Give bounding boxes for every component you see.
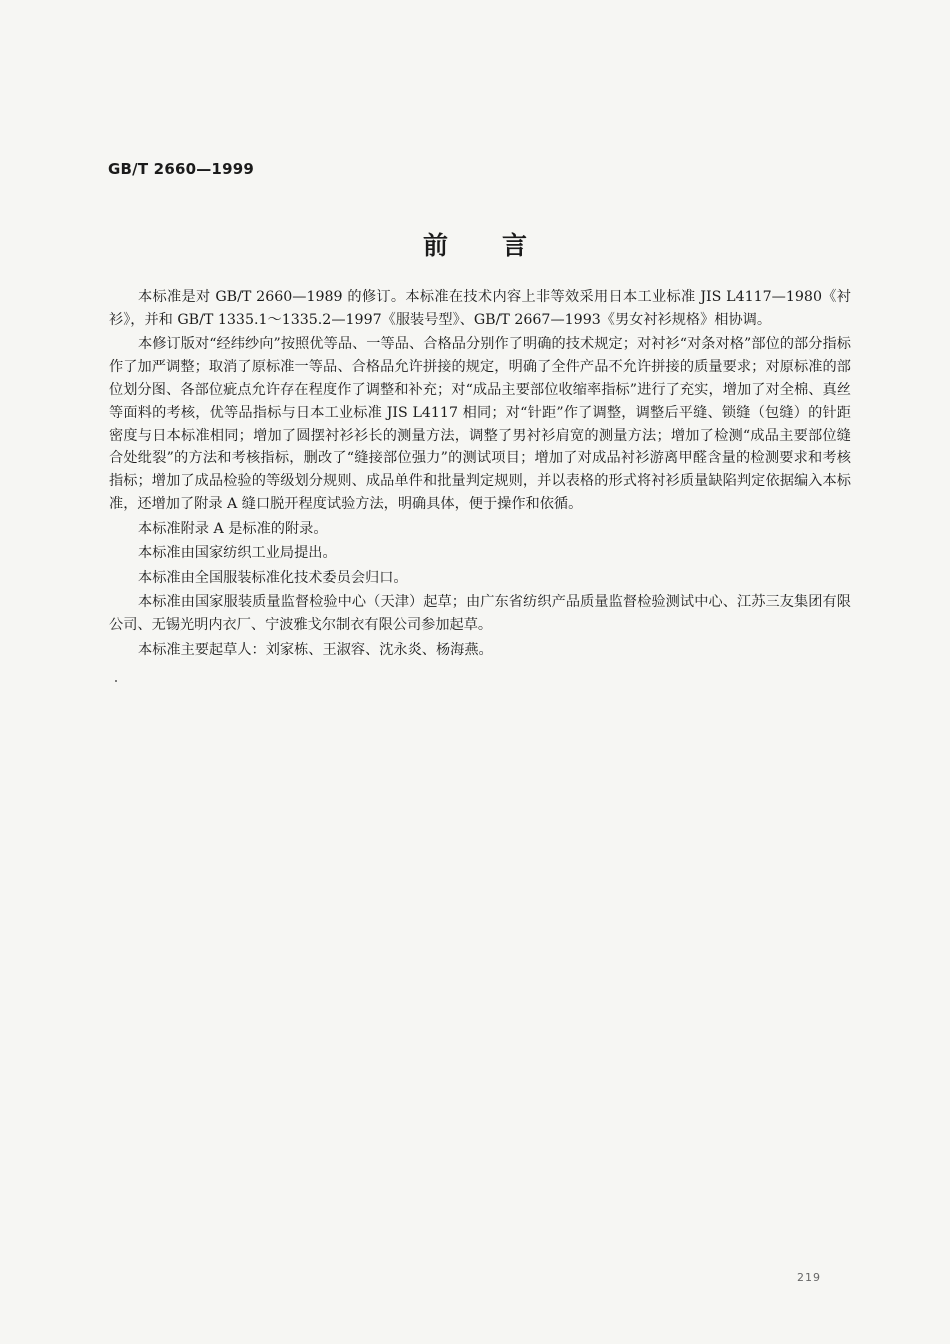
scan-speck [115,680,117,682]
standard-code: GB/T 2660—1999 [108,160,254,178]
paragraph-under-jurisdiction: 本标准由全国服装标准化技术委员会归口。 [138,569,408,586]
paragraph-main-drafters: 本标准主要起草人：刘家栋、王淑容、沈永炎、杨海燕。 [138,641,493,658]
page-title: 前言 [422,231,581,260]
paragraph-revision-basis: 本标准是对 GB/T 2660—1989 的修订。本标准在技术内容上非等效采用日本工业标准 JIS L4117—1980《衬衫》，并和 GB/T 1335.1～1335.2—1997《服装号型》、GB/T 2667—1993《男女衬衫规格》相协调。 [109,289,851,328]
foreword-body [109,286,851,663]
page-number: 219 [797,1271,821,1284]
paragraph-proposed-by: 本标准由国家纺织工业局提出。 [138,545,337,562]
paragraph-revision-details: 本修订版对“经纬纱向”按照优等品、一等品、合格品分别作了明确的技术规定；对衬衫“对条对格”部位的部分指标作了加严调整；取消了原标准一等品、合格品允许拼接的规定，明确了全件产品不允许拼接的质量要求；对原标准的部位划分图、各部位疵点允许存在程度作了调整和补充；对“成品主要部位收缩率指标”进行了充实，增加了对全棉、真丝等面料的考核，优等品指标与日本工业标准 JIS L4117 相同；对“针距”作了调整，调整后平缝、锁缝（包缝）的针距密度与日本标准相同；增加了圆摆衬衫衫长的测量方法，调整了男衬衫肩宽的测量方法；增加了检测“成品主要部位缝合处纰裂”的方法和考核指标，删改了“缝接部位强力”的测试项目；增加了对成品衬衫游离甲醛含量的检测要求和考核指标；增加了成品检验的等级划分规则、成品单件和批量判定规则，并以表格的形式将衬衫质量缺陷判定依据编入本标准，还增加了附录 A 缝口脱开程度试验方法，明确具体，便于操作和依循。 [109,336,851,512]
paragraph-appendix: 本标准附录 A 是标准的附录。 [138,520,328,537]
paragraph-drafted-by: 本标准由国家服装质量监督检验中心（天津）起草；由广东省纺织产品质量监督检验测试中心、江苏三友集团有限公司、无锡光明内衣厂、宁波雅戈尔制衣有限公司参加起草。 [109,594,851,634]
